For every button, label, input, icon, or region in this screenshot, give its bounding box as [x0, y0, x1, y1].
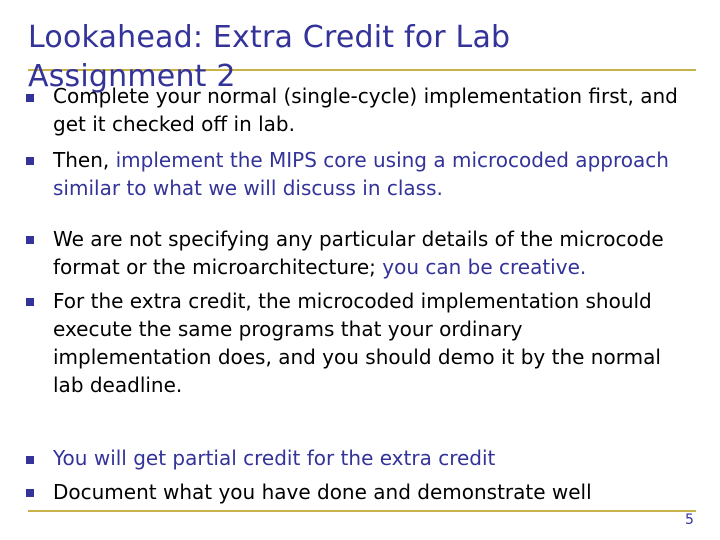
bullet-line: lab deadline.: [53, 373, 183, 397]
bullet-icon: [26, 489, 34, 497]
bullet-line: Then, implement the MIPS core using a microcoded approach: [53, 148, 669, 172]
title-line-2: Assignment 2: [28, 59, 236, 94]
bullet-icon: [26, 157, 34, 165]
bullet-icon: [26, 236, 34, 244]
bullet-item-microcoded: [53, 146, 713, 202]
bullet-line: For the extra credit, the microcoded implementation should: [53, 289, 652, 313]
bullet-line: get it checked off in lab.: [53, 112, 295, 136]
bullet-line: Complete your normal (single-cycle) implementation first, and: [53, 84, 678, 108]
page-number: 5: [685, 512, 694, 528]
bullet-item-extra-credit: [53, 287, 713, 399]
bullet-line: Document what you have done and demonstrate well: [53, 480, 592, 504]
title-line-1: Lookahead: Extra Credit for Lab: [28, 20, 511, 55]
bullet-line: similar to what we will discuss in class.: [53, 176, 443, 200]
footer-divider: [28, 510, 696, 512]
bullet-item-complete-normal: [53, 82, 713, 138]
bullet-icon: [26, 456, 34, 464]
bullet-item-document: [53, 478, 713, 506]
bullet-icon: [26, 298, 34, 306]
bullet-line: format or the microarchitecture; you can be creative.: [53, 255, 587, 279]
bullet-line: implementation does, and you should demo it by the normal: [53, 345, 661, 369]
bullet-line: execute the same programs that your ordinary: [53, 317, 523, 341]
bullet-item-not-specifying: [53, 225, 713, 281]
bullet-line: You will get partial credit for the extra credit: [53, 446, 496, 470]
bullet-item-partial-credit: [53, 444, 713, 472]
bullet-line: We are not specifying any particular details of the microcode: [53, 227, 664, 251]
